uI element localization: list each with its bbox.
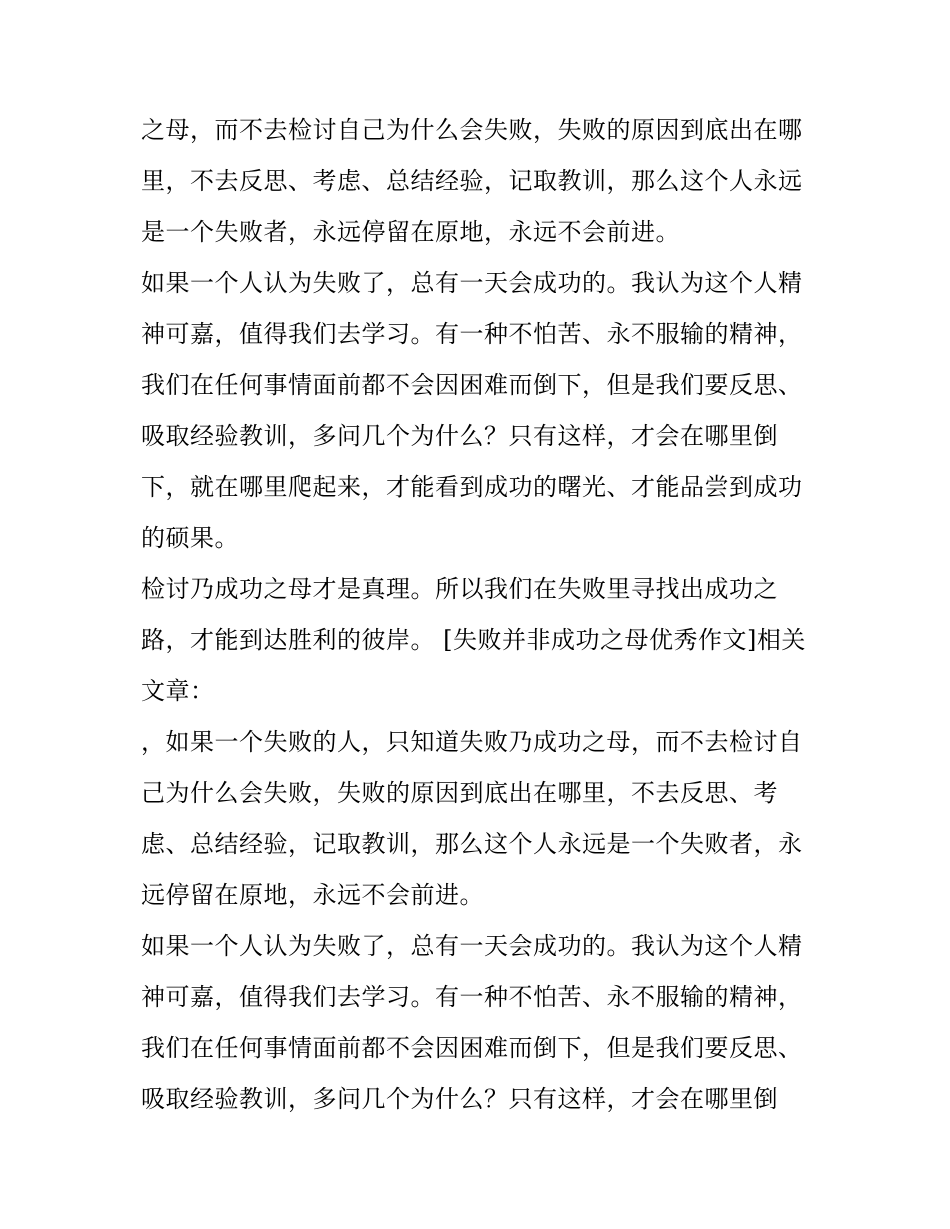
text-line: 里，不去反思、考虑、总结经验，记取教训，那么这个人永远: [141, 167, 803, 195]
text-line: 吸取经验教训，多问几个为什么？只有这样，才会在哪里倒: [141, 1085, 778, 1113]
text-line: 如果一个人认为失败了，总有一天会成功的。我认为这个人精: [141, 932, 803, 960]
text-line: 下，就在哪里爬起来，才能看到成功的曙光、才能品尝到成功: [141, 473, 803, 501]
text-line: 远停留在原地，永远不会前进。: [141, 881, 484, 909]
text-line: 我们在任何事情面前都不会因困难而倒下，但是我们要反思、: [141, 1034, 803, 1062]
text-line: ，如果一个失败的人，只知道失败乃成功之母，而不去检讨自: [141, 728, 803, 756]
text-line: 我们在任何事情面前都不会因困难而倒下，但是我们要反思、: [141, 371, 803, 399]
text-line: 是一个失败者，永远停留在原地，永远不会前进。: [141, 218, 680, 246]
text-line: 之母，而不去检讨自己为什么会失败，失败的原因到底出在哪: [141, 116, 803, 144]
text-line: 吸取经验教训，多问几个为什么？只有这样，才会在哪里倒: [141, 422, 778, 450]
text-line: 如果一个人认为失败了，总有一天会成功的。我认为这个人精: [141, 269, 803, 297]
text-line: 的硕果。: [141, 524, 239, 552]
text-line: 检讨乃成功之母才是真理。所以我们在失败里寻找出成功之: [141, 575, 778, 603]
text-line: 神可嘉，值得我们去学习。有一种不怕苦、永不服输的精神，: [141, 983, 803, 1011]
text-line: 己为什么会失败，失败的原因到底出在哪里，不去反思、考: [141, 779, 778, 807]
text-line: 神可嘉，值得我们去学习。有一种不怕苦、永不服输的精神，: [141, 320, 803, 348]
document-body: [141, 105, 813, 1125]
text-line: 路，才能到达胜利的彼岸。 [失败并非成功之母优秀作文]相关: [141, 626, 806, 654]
text-line: 虑、总结经验，记取教训，那么这个人永远是一个失败者，永: [141, 830, 803, 858]
text-line: 文章：: [141, 677, 215, 705]
